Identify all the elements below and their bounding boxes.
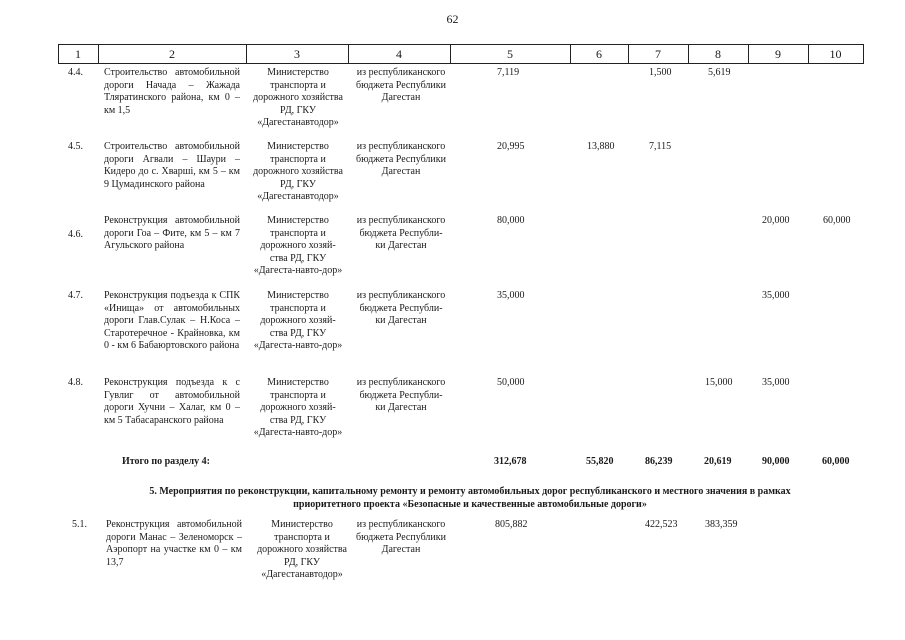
row-number: 4.8.	[68, 377, 83, 388]
header-col-9: 9	[775, 47, 781, 61]
row-col6: 13,880	[587, 141, 615, 152]
row-source: из республиканского бюджета Республики Дагестан	[356, 67, 446, 103]
row-col5: 80,000	[497, 215, 525, 226]
total-col5: 312,678	[494, 456, 527, 467]
row-col5: 50,000	[497, 377, 525, 388]
row-col5: 805,882	[495, 519, 528, 530]
table-header	[58, 44, 864, 64]
row-col8: 15,000	[705, 377, 733, 388]
total-col10: 60,000	[822, 456, 850, 467]
total-label: Итого по разделу 4:	[122, 456, 210, 467]
row-source: из республиканского бюджета Республи-ки Дагестан	[356, 377, 446, 413]
row-col5: 35,000	[497, 290, 525, 301]
row-number: 4.5.	[68, 141, 83, 152]
total-col7: 86,239	[645, 456, 673, 467]
row-name: Строительство автомобильной дороги Агвали – Шаури – Кидеро до с. Хваршi, км 5 – км 9 Цумадинского района	[104, 141, 240, 190]
row-col5: 20,995	[497, 141, 525, 152]
row-source: из республиканского бюджета Республи-ки Дагестан	[356, 290, 446, 326]
row-executor: Министерство транспорта и дорожного хозяй-ства РД, ГКУ «Дагеста-навто-дор»	[253, 377, 343, 438]
page-number: 62	[446, 12, 459, 26]
section-5-title: 5. Мероприятия по реконструкции, капитальному ремонту и ремонту автомобильных дорог республиканского и местного значения в рамках приоритетного проекта «Безопасные и качественные автомобильные дороги»	[149, 486, 791, 510]
row-number: 4.7.	[68, 290, 83, 301]
row-col10: 60,000	[823, 215, 851, 226]
row-name: Реконструкция автомобильной дороги Манас – Зеленоморск – Аэропорт на участке км 0 – км 13,7	[106, 519, 242, 568]
row-col8: 383,359	[705, 519, 738, 530]
header-col-4: 4	[396, 47, 402, 61]
row-executor: Министерство транспорта и дорожного хозяй-ства РД, ГКУ «Дагеста-навто-дор»	[253, 215, 343, 276]
header-col-1: 1	[75, 47, 81, 61]
row-col5: 7,119	[497, 67, 520, 78]
row-name: Строительство автомобильной дороги Начада – Жажада Тляратинского района, км 0 – км 1,5	[104, 67, 240, 116]
header-col-3: 3	[294, 47, 300, 61]
row-name: Реконструкция автомобильной дороги Гоа – Фите, км 5 – км 7 Агульского района	[104, 215, 240, 251]
row-col9: 20,000	[762, 215, 790, 226]
row-executor: Министерство транспорта и дорожного хозяйства РД, ГКУ «Дагестанавтодор»	[253, 141, 343, 202]
row-executor: Министерство транспорта и дорожного хозяй-ства РД, ГКУ «Дагеста-навто-дор»	[253, 290, 343, 351]
row-col9: 35,000	[762, 290, 790, 301]
row-col7: 1,500	[649, 67, 672, 78]
row-executor: Министерство транспорта и дорожного хозяйства РД, ГКУ «Дагестанавтодор»	[253, 67, 343, 128]
row-name: Реконструкция подъезда к СПК «Инища» от автомобильных дороги Глав.Сулак – Н.Коса – Старотеречное - Крайновка, км 0 - км 6 Бабаюртовского района	[104, 290, 240, 351]
row-source: из республиканского бюджета Республики Дагестан	[356, 519, 446, 555]
header-col-6: 6	[596, 47, 602, 61]
row-number: 4.6.	[68, 229, 83, 240]
row-name: Реконструкция подъезда к с Гувлиг от автомобильной дороги Хучни – Халаг, км 0 – км 5 Табасаранского района	[104, 377, 240, 426]
total-col6: 55,820	[586, 456, 614, 467]
row-col8: 5,619	[708, 67, 731, 78]
row-col9: 35,000	[762, 377, 790, 388]
row-number: 4.4.	[68, 67, 83, 78]
row-col7: 422,523	[645, 519, 678, 530]
row-source: из республиканского бюджета Республики Дагестан	[356, 141, 446, 177]
row-executor: Министерство транспорта и дорожного хозяйства РД, ГКУ «Дагестанавтодор»	[257, 519, 347, 580]
row-col7: 7,115	[649, 141, 672, 152]
header-col-2: 2	[169, 47, 175, 61]
row-number: 5.1.	[72, 519, 87, 530]
header-col-7: 7	[655, 47, 661, 61]
total-col8: 20,619	[704, 456, 732, 467]
header-col-10: 10	[829, 47, 842, 61]
total-col9: 90,000	[762, 456, 790, 467]
header-col-8: 8	[715, 47, 721, 61]
row-source: из республиканского бюджета Республи-ки Дагестан	[356, 215, 446, 251]
header-col-5: 5	[507, 47, 513, 61]
